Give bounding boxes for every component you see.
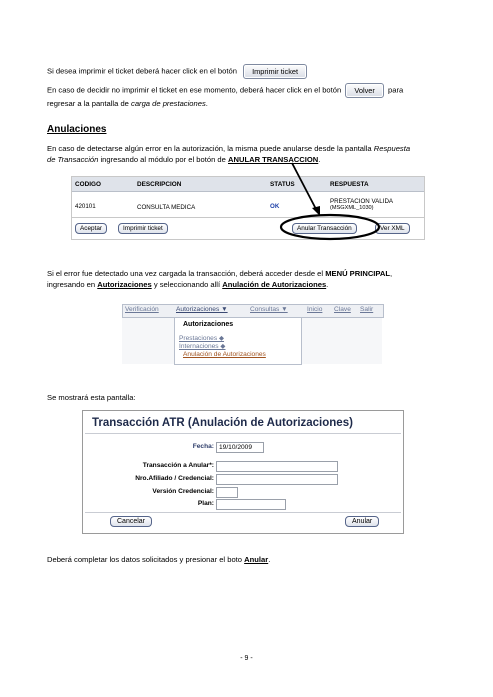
- form-title: Transacción ATR (Anulación de Autorizaciones): [92, 417, 353, 429]
- header-codigo: CODIGO: [75, 181, 101, 188]
- back-text-1: En caso de decidir no imprimir el ticket en ese momento, deberá hacer click en el botón: [47, 85, 342, 95]
- back-text-end: .: [205, 99, 208, 108]
- menu-autorizaciones[interactable]: Autorizaciones ▼: [176, 306, 228, 313]
- menu-text-2-end: .: [326, 280, 329, 289]
- menu-text-1: Si el error fue detectado una vez cargada la transacción, deberá acceder desde el: [47, 269, 324, 278]
- cell-respuesta: PRESTACION VALIDA: [330, 198, 394, 205]
- fecha-label: Fecha:: [192, 443, 214, 450]
- anular-transaccion-link: ANULAR TRANSACCION: [228, 155, 319, 164]
- anulacion-autorizaciones-text: Anulación de Autorizaciones: [222, 280, 327, 289]
- back-text-3: regresar a la pantalla de: [47, 99, 129, 108]
- final-paragraph: [47, 554, 270, 565]
- aceptar-button[interactable]: Aceptar: [75, 223, 107, 234]
- afiliado-input[interactable]: [216, 474, 338, 485]
- header-descripcion: DESCRIPCION: [137, 181, 182, 188]
- menu-inicio[interactable]: Inicio: [307, 306, 323, 313]
- cell-status: OK: [270, 203, 280, 210]
- transaccion-input[interactable]: [216, 461, 338, 472]
- carga-prestaciones-text: carga de prestaciones: [131, 99, 206, 108]
- form-screenshot: [82, 410, 404, 534]
- anular-button[interactable]: Anular: [345, 516, 379, 527]
- imprimir-ticket-button[interactable]: Imprimir ticket: [243, 64, 307, 79]
- highlight-ellipse: [281, 215, 379, 239]
- form-bottom-divider: [85, 512, 401, 513]
- menu-salir[interactable]: Salir: [360, 306, 374, 313]
- volver-button[interactable]: Volver: [345, 83, 384, 98]
- menu-verificacion[interactable]: Verificación: [125, 306, 159, 313]
- cell-descripcion: CONSULTA MEDICA: [137, 204, 196, 211]
- menu-principal-text: MENÚ PRINCIPAL: [325, 269, 391, 278]
- transaccion-label: Transacción a Anular*:: [142, 462, 214, 469]
- dropdown-title: Autorizaciones: [183, 321, 234, 328]
- page-number: - 9 -: [240, 655, 253, 662]
- anular-transaccion-button[interactable]: Anular Transacción: [292, 223, 357, 234]
- anul-text-italic-2: de Transacción: [47, 155, 99, 164]
- form-title-divider: [85, 433, 401, 434]
- menu-clave[interactable]: Clave: [334, 306, 351, 313]
- plan-label: Plan:: [197, 500, 214, 507]
- menu-screenshot: [122, 304, 382, 364]
- plan-input[interactable]: [216, 499, 286, 510]
- header-respuesta: RESPUESTA: [330, 181, 369, 188]
- cell-codigo: 420101: [75, 203, 96, 210]
- final-text-end: .: [268, 555, 271, 564]
- ver-xml-button[interactable]: Ver XML: [375, 223, 410, 234]
- dropdown-prestaciones[interactable]: Prestaciones ◆: [179, 335, 225, 342]
- cell-respuesta-code: (MSGXML_1030): [330, 205, 374, 211]
- header-status: STATUS: [270, 181, 295, 188]
- anul-text-2: ingresando al módulo por el botón de: [100, 155, 226, 164]
- menu-consultas[interactable]: Consultas ▼: [250, 306, 288, 313]
- menu-text-2: ingresando en: [47, 280, 96, 289]
- fecha-input[interactable]: 19/10/2009: [216, 442, 264, 453]
- dropdown-panel: [174, 317, 302, 365]
- menu-text-1-end: ,: [390, 269, 393, 278]
- final-text: Deberá completar los datos solicitados y presionar el boto: [47, 555, 243, 564]
- anul-text-italic-1: Respuesta: [373, 144, 411, 153]
- arrow-line: [292, 163, 317, 211]
- anul-text-end: .: [318, 155, 321, 164]
- anular-bold-text: Anular: [244, 555, 269, 564]
- print-instruction-text: Si desea imprimir el ticket deberá hacer click en el botón: [47, 66, 237, 76]
- back-text-2: para: [388, 85, 404, 95]
- version-input[interactable]: [216, 487, 238, 498]
- show-text: Se mostrará esta pantalla:: [47, 393, 136, 402]
- dropdown-internaciones[interactable]: Internaciones ◆: [179, 343, 226, 350]
- imprimir-ticket-small-button[interactable]: Imprimir ticket: [118, 223, 168, 234]
- section-title: Anulaciones: [47, 124, 107, 135]
- cancelar-button[interactable]: Cancelar: [110, 516, 152, 527]
- version-label: Versión Credencial:: [152, 488, 214, 495]
- afiliado-label: Nro.Afiliado / Credencial:: [135, 475, 214, 482]
- anul-text-1: En caso de detectarse algún error en la autorización, la misma puede anularse desde la pantalla: [47, 144, 372, 153]
- dropdown-anulacion[interactable]: Anulación de Autorizaciones: [183, 351, 266, 358]
- menu-text-mid: y seleccionando allí: [153, 280, 221, 289]
- autorizaciones-text: Autorizaciones: [97, 280, 152, 289]
- menu-paragraph: [47, 268, 451, 290]
